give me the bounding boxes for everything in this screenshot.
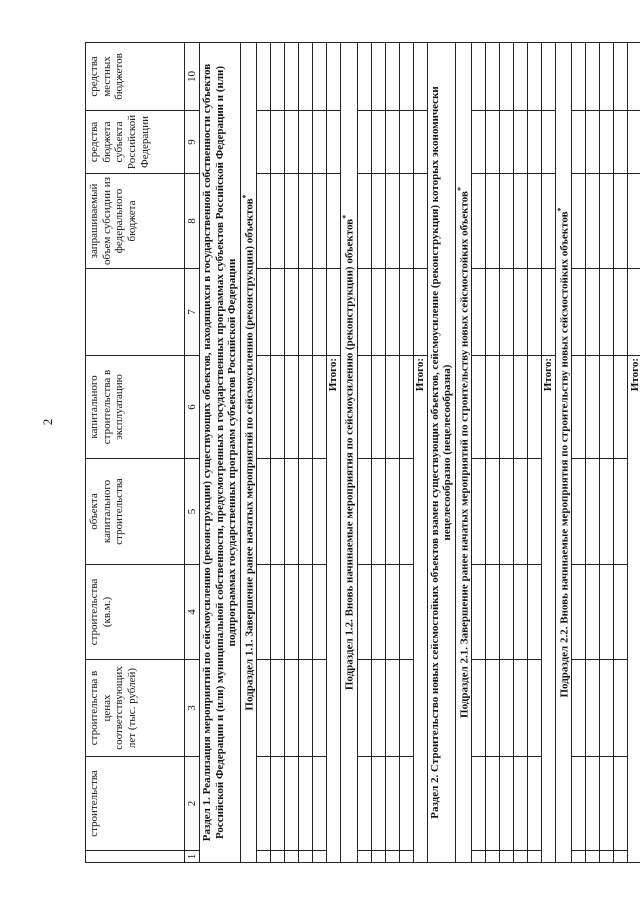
empty-row bbox=[271, 43, 285, 863]
total-row bbox=[628, 43, 640, 863]
footnote-mark: * bbox=[240, 194, 250, 199]
column-number: 4 bbox=[185, 565, 200, 660]
empty-row bbox=[399, 43, 413, 863]
empty-row bbox=[614, 43, 628, 863]
subsection-2-1-title: Подраздел 2.1. Завершение ранее начатых мероприятий по строительству новых сейсмостойких объектов bbox=[458, 191, 471, 718]
section-2-row bbox=[427, 43, 455, 863]
column-number: 9 bbox=[185, 111, 200, 174]
header-cell-10: средства местных бюджетов bbox=[86, 43, 185, 111]
column-number-row bbox=[185, 43, 200, 863]
footnote-mark: * bbox=[556, 207, 566, 212]
column-number: 7 bbox=[185, 269, 200, 356]
column-number: 10 bbox=[185, 43, 200, 111]
empty-row bbox=[299, 43, 313, 863]
total-label: Итого: bbox=[327, 356, 341, 863]
empty-row bbox=[528, 43, 542, 863]
header-cell-1 bbox=[86, 851, 185, 863]
section-2-title: Раздел 2. Строительство новых сейсмостойких объектов взамен существующих объектов, сейсмоусиление (реконструкция) которых экономически нецелесообразно (нецелесообразна) bbox=[427, 43, 455, 863]
empty-row bbox=[257, 43, 271, 863]
footnote-mark: * bbox=[455, 187, 465, 192]
subsection-1-2-title: Подраздел 1.2. Вновь начинаемые мероприятия по сейсмоусилению (реконструкции) объектов bbox=[343, 218, 356, 691]
empty-row bbox=[572, 43, 586, 863]
header-cell-9: средства бюджета субъекта Российской Федерации bbox=[86, 111, 185, 174]
header-cell-7 bbox=[86, 269, 185, 356]
empty-row bbox=[371, 43, 385, 863]
empty-row bbox=[514, 43, 528, 863]
subsection-2-2-title: Подраздел 2.2. Вновь начинаемые мероприятия по строительству новых сейсмостойких объектов bbox=[558, 211, 571, 698]
header-cell-6: капитального строительства в эксплуатацию bbox=[86, 356, 185, 459]
subsection-1-2-row bbox=[341, 43, 357, 863]
funding-table bbox=[85, 42, 640, 863]
empty-row bbox=[586, 43, 600, 863]
footnote-mark: * bbox=[341, 214, 351, 219]
column-number: 3 bbox=[185, 660, 200, 757]
column-number: 2 bbox=[185, 757, 200, 851]
header-row bbox=[86, 43, 185, 863]
empty-row bbox=[313, 43, 327, 863]
total-row bbox=[413, 43, 427, 863]
rotated-table-container bbox=[85, 43, 640, 863]
total-label: Итого: bbox=[413, 356, 427, 863]
header-cell-4: строительства (кв.м.) bbox=[86, 565, 185, 660]
subsection-2-2-row bbox=[556, 43, 572, 863]
empty-row bbox=[285, 43, 299, 863]
total-label: Итого: bbox=[542, 356, 556, 863]
column-number: 5 bbox=[185, 459, 200, 565]
column-number: 8 bbox=[185, 174, 200, 269]
column-number: 1 bbox=[185, 851, 200, 863]
subsection-1-1-title: Подраздел 1.1. Завершение ранее начатых мероприятий по сейсмоусилению (реконструкции) объектов bbox=[243, 198, 256, 711]
empty-row bbox=[600, 43, 614, 863]
header-cell-8: запрашиваемый объем субсидии из федерального бюджета bbox=[86, 174, 185, 269]
header-cell-3: строительства в ценах соответствующих лет (тыс. рублей) bbox=[86, 660, 185, 757]
header-cell-5: объекта капитального строительства bbox=[86, 459, 185, 565]
section-1-row bbox=[200, 43, 241, 863]
header-cell-2: строительства bbox=[86, 757, 185, 851]
empty-row bbox=[486, 43, 500, 863]
empty-row bbox=[500, 43, 514, 863]
column-number: 6 bbox=[185, 356, 200, 459]
total-row bbox=[542, 43, 556, 863]
empty-row bbox=[357, 43, 371, 863]
subsection-2-1-row bbox=[455, 43, 471, 863]
page-number: 2 bbox=[40, 418, 55, 426]
section-1-title: Раздел 1. Реализация мероприятий по сейсмоусилению (реконструкции) существующих объектов, находящихся в государственной собственности субъектов Российской Федерации и (или) муниципальной собственности, предусмотренных в государственных программах субъектов Российской Федерации и (или) подпрограммах государственных программ субъектов Российской Федерации bbox=[200, 43, 241, 863]
subsection-1-1-row bbox=[240, 43, 256, 863]
empty-row bbox=[472, 43, 486, 863]
empty-row bbox=[385, 43, 399, 863]
total-label: Итого: bbox=[628, 356, 640, 863]
total-row bbox=[327, 43, 341, 863]
